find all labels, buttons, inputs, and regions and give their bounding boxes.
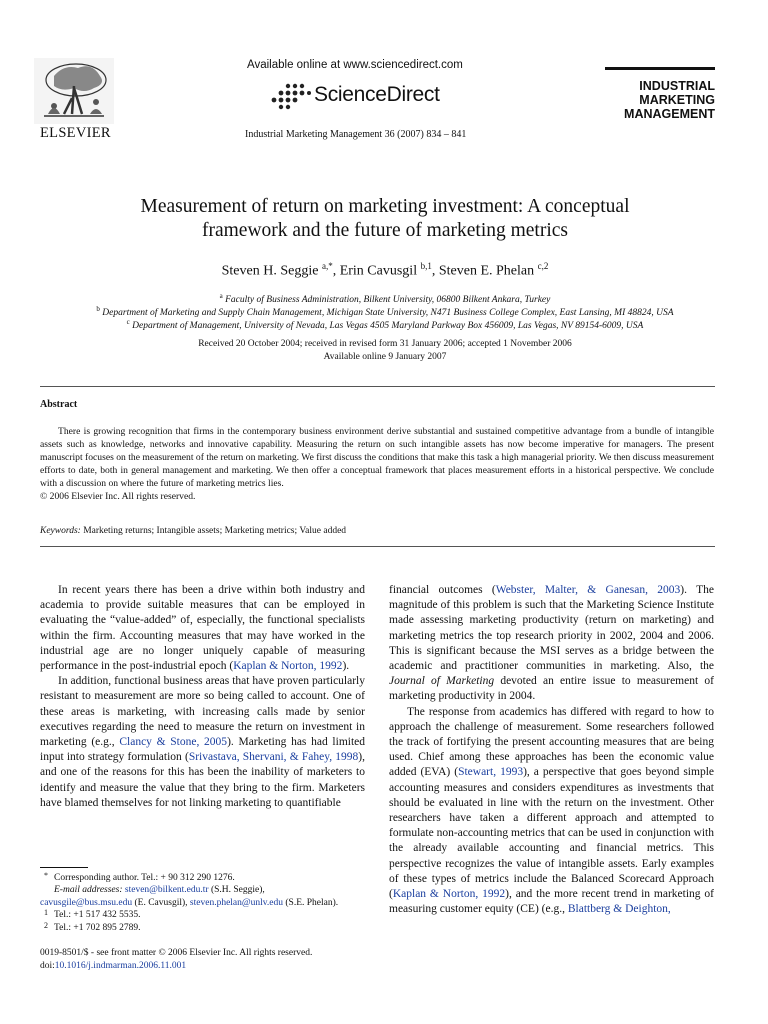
- citation-link[interactable]: Clancy & Stone, 2005: [119, 736, 228, 749]
- citation-link[interactable]: Kaplan & Norton, 1992: [392, 888, 506, 901]
- footnote-rule: [40, 867, 88, 868]
- body-column-right: [389, 583, 714, 917]
- body-text: ).: [342, 660, 350, 673]
- footnotes: [40, 872, 365, 934]
- body-text: ), and the more recent trend in marketing of measuring customer equity (CE) (e.g.,: [389, 888, 715, 916]
- issn-line: 0019-8501/$ - see front matter © 2006 Elsevier Inc. All rights reserved.: [40, 948, 313, 958]
- affiliation-text: Department of Management, University of Nevada, Las Vegas 4505 Maryland Parkway Box 456009, Las Vegas, NV 89154-6009, USA: [132, 321, 644, 332]
- footnote-emails: E-mail addresses: steven@bilkent.edu.tr (S.H. Seggie),: [54, 885, 265, 896]
- body-text: devoted an entire issue to measurement of marketing productivity in 2004.: [389, 675, 714, 703]
- body-text: ). The magnitude of this problem is such that the Marketing Science Institute made assessing marketing productivity (return on marketing) and marketing metrics the top research priority in 2002, 2004 and 2006. This is significant because the MSI serves as a bridge between the academic and practitioner communities in marketing. Also, the: [389, 584, 714, 673]
- affiliation: [40, 292, 730, 305]
- keywords-list: Marketing returns; Intangible assets; Marketing metrics; Value added: [83, 526, 347, 536]
- keywords-label: Keywords:: [40, 526, 81, 536]
- body-paragraph: [389, 583, 714, 705]
- author-name: Steven H. Seggie: [221, 263, 319, 279]
- publisher-wordmark: ELSEVIER: [40, 125, 111, 141]
- available-online-date: Available online 9 January 2007: [323, 352, 447, 362]
- journal-name: [605, 79, 715, 121]
- citation-link[interactable]: Srivastava, Shervani, & Fahey, 1998: [188, 751, 359, 764]
- body-paragraph: [40, 583, 365, 674]
- body-text: In addition, functional business areas that have proven particularly resistant to measurement are more so being called to account. One of these areas is marketing, with increasing calls made by senior executives regarding the need to measure the return on investment in marketing (e.g.,: [40, 675, 365, 749]
- received-dates: Received 20 October 2004; received in revised form 31 January 2006; accepted 1 November 2006: [198, 339, 572, 349]
- article-title-line: framework and the future of marketing metrics: [201, 220, 569, 241]
- keywords: [40, 526, 346, 536]
- body-column-left: [40, 583, 365, 811]
- author-name: Steven E. Phelan: [438, 263, 535, 279]
- journal-name-rule: [605, 67, 715, 70]
- article-title: [40, 195, 730, 243]
- email-link[interactable]: cavusgile@bus.msu.edu: [40, 897, 133, 908]
- footnote-corresponding: * Corresponding author. Tel.: + 90 312 290 1276.: [44, 871, 235, 883]
- footnote-2: 2 Tel.: +1 702 895 2789.: [44, 920, 141, 933]
- citation-link[interactable]: Webster, Malter, & Ganesan, 2003: [495, 584, 681, 596]
- doi-line: doi:10.1016/j.indmarman.2006.11.001: [40, 960, 187, 971]
- journal-citation: Industrial Marketing Management 36 (2007) 834 – 841: [245, 129, 467, 140]
- author-name: Erin Cavusgil: [339, 263, 418, 279]
- journal-name-line: MANAGEMENT: [624, 107, 715, 121]
- email-label: E-mail addresses:: [54, 885, 123, 896]
- body-text: In recent years there has been a drive within both industry and academia to provide suitable measures that can be employed in evaluating the “value-added” of, especially, the functional specialists within the firm. Accounting measures that may have worked in the industrial age are no longer uniquely capable of measuring performance in the post-industrial epoch (: [40, 584, 365, 673]
- abstract-copyright: © 2006 Elsevier Inc. All rights reserved.: [40, 491, 196, 502]
- affiliation-text: Faculty of Business Administration, Bilkent University, 06800 Bilkent Ankara, Turkey: [225, 295, 551, 306]
- footnote-1: 1 Tel.: +1 517 432 5535.: [44, 908, 141, 921]
- author-list: Steven H. Seggie $^{a,*}$, Erin Cavusgil $^{b,1}$, Steven E. Phelan $^{c,2}$: [221, 261, 549, 279]
- section-divider: [40, 386, 715, 387]
- body-text: ). Marketing has had limited input into strategy formulation (: [40, 736, 366, 764]
- citation-link[interactable]: Blattberg & Deighton,: [567, 903, 671, 916]
- citation-link[interactable]: Kaplan & Norton, 1992: [233, 660, 343, 673]
- affiliation-mark: b: [96, 305, 100, 313]
- body-text: ), and one of the reasons for this has been the inability of marketers to identify and measure the value that they bring to the firm. Marketers have blamed themselves for not linking marketing to quantifiable: [40, 751, 365, 809]
- affiliation: [40, 305, 730, 318]
- available-online-text: Available online at www.sciencedirect.com: [247, 59, 463, 71]
- footnote-emails-cont: cavusgile@bus.msu.edu (E. Cavusgil), steven.phelan@unlv.edu (S.E. Phelan).: [40, 897, 339, 908]
- article-title-line: Measurement of return on marketing investment: A conceptual: [140, 196, 630, 217]
- author-affiliation-marks[interactable]: b,1: [420, 261, 432, 271]
- body-paragraph: [389, 705, 714, 918]
- abstract-body: [40, 425, 714, 503]
- author-affiliation-marks[interactable]: c,2: [537, 261, 549, 271]
- abstract-text: There is growing recognition that firms in the contemporary business environment derive substantial and sustained competitive advantage from a bundle of intangible assets such as knowledge, networks and innovative capability. Measuring the return on such intangible assets has now become imperative for managers. The present manuscript focuses on the measurement of the return on marketing. We first discuss the conditions that make this task a high managerial priority. We then discuss measurement efforts to date, both in general management and marketing. We then offer a conceptual framework that places measurement efforts in a historical perspective. We conclude with a discussion on where the future of marketing metrics lies.: [40, 426, 714, 489]
- section-divider: [40, 546, 715, 547]
- body-text: ), a perspective that goes beyond simple accounting measures and considers expenditures as investments that should be evaluated in line with the return on the investment. Other researchers have taken a different approach and attempted to formulate non-accounting metrics that can be used in conjunction with the already available accounting and financial metrics. This perspective recognizes the value of intangible assets. Early examples of these types of metrics include the Balanced Scorecard Approach (: [389, 766, 714, 901]
- affiliation-mark: a: [219, 292, 223, 300]
- journal-title-italic: Journal of Marketing: [389, 675, 495, 688]
- email-link[interactable]: steven.phelan@unlv.edu: [189, 897, 284, 908]
- citation-link[interactable]: Stewart, 1993: [458, 766, 524, 779]
- body-text: financial outcomes (: [389, 584, 496, 596]
- journal-name-line: INDUSTRIAL: [639, 79, 715, 93]
- affiliation: [40, 318, 730, 331]
- author-affiliation-marks[interactable]: a,*: [321, 261, 333, 271]
- sciencedirect-dots-icon: [268, 82, 312, 112]
- affiliation-mark: c: [126, 318, 130, 326]
- abstract-heading: Abstract: [40, 399, 78, 410]
- article-meta: [40, 947, 312, 972]
- affiliation-text: Department of Marketing and Supply Chain Management, Michigan State University, N471 Business College Complex, East Lansing, MI 48824, USA: [102, 308, 674, 319]
- doi-link[interactable]: 10.1016/j.indmarman.2006.11.001: [54, 960, 187, 971]
- body-paragraph: [40, 674, 365, 811]
- body-text: The response from academics has differed with regard to how to approach the challenge of measurement. Some researchers followed the track of fortifying the present accounting measures that are being used. Chief among these approaches has been the economic value added (EVA) (: [389, 705, 714, 779]
- article-dates: [40, 338, 730, 364]
- journal-name-line: MARKETING: [639, 93, 715, 107]
- email-link[interactable]: steven@bilkent.edu.tr: [124, 885, 209, 896]
- sciencedirect-wordmark: ScienceDirect: [314, 83, 440, 106]
